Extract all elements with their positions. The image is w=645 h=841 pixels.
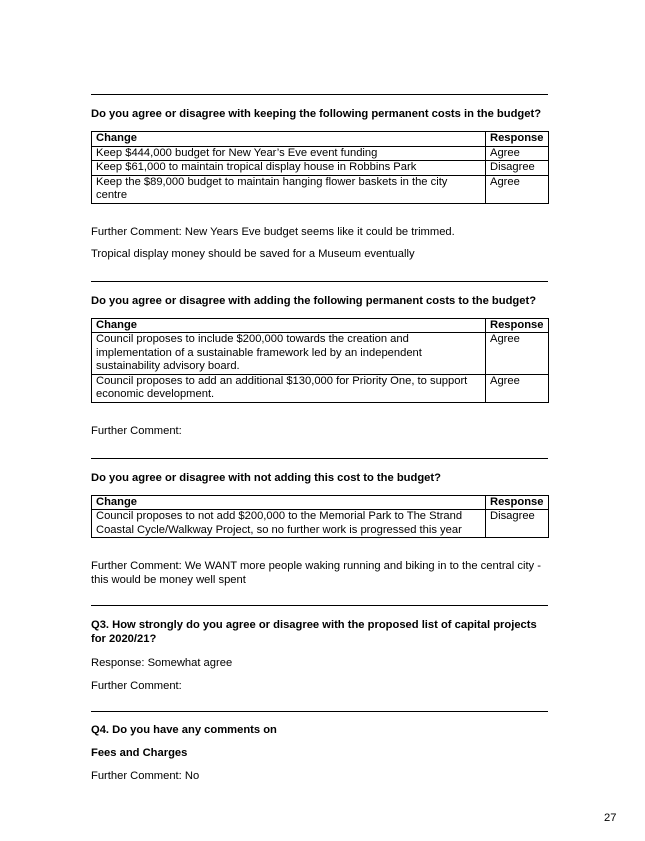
divider xyxy=(91,711,548,712)
document-body xyxy=(91,94,548,783)
header-change: Change xyxy=(92,495,486,510)
section-question: Do you agree or disagree with not adding this cost to the budget? xyxy=(91,471,441,484)
q4-subheading: Fees and Charges xyxy=(91,747,188,759)
divider xyxy=(91,458,548,459)
response-table xyxy=(91,495,549,539)
change-cell: Council proposes to not add $200,000 to the Memorial Park to The Strand Coastal Cycle/Walkway Project, so no further work is progressed this year xyxy=(92,510,486,538)
change-cell: Keep the $89,000 budget to maintain hanging flower baskets in the city centre xyxy=(92,175,486,203)
response-cell: Agree xyxy=(486,374,549,402)
response-cell: Agree xyxy=(486,175,549,203)
change-cell: Council proposes to include $200,000 towards the creation and implementation of a sustainable framework led by an independent sustainability advisory board. xyxy=(92,333,486,375)
response-cell: Agree xyxy=(486,333,549,375)
section-question: Do you agree or disagree with keeping the following permanent costs in the budget? xyxy=(91,108,542,120)
response-table xyxy=(91,318,549,403)
header-response: Response xyxy=(486,318,549,333)
header-change: Change xyxy=(92,132,486,147)
header-change: Change xyxy=(92,318,486,333)
q4-question: Q4. Do you have any comments on xyxy=(91,724,277,736)
table-header-row xyxy=(92,495,549,510)
response-cell: Disagree xyxy=(486,161,549,176)
further-comment: Further Comment: No xyxy=(91,770,200,782)
q3-response: Response: Somewhat agree xyxy=(91,657,233,669)
header-response: Response xyxy=(486,132,549,147)
table-row xyxy=(92,175,549,203)
response-table xyxy=(91,131,549,204)
q3-question: Q3. How strongly do you agree or disagree with the proposed list of capital projects for 2020/21? xyxy=(91,619,537,645)
further-comment: Further Comment: New Years Eve budget seems like it could be trimmed. xyxy=(91,225,455,238)
table-header-row xyxy=(92,318,549,333)
table-row xyxy=(92,333,549,375)
divider xyxy=(91,94,548,95)
table-row xyxy=(92,510,549,538)
further-comment: Further Comment: xyxy=(91,680,182,692)
response-cell: Disagree xyxy=(486,510,549,538)
further-comment: Tropical display money should be saved for a Museum eventually xyxy=(91,247,415,260)
change-cell: Keep $61,000 to maintain tropical display house in Robbins Park xyxy=(92,161,486,176)
further-comment: Further Comment: We WANT more people waking running and biking in to the central city - this would be money well spent xyxy=(91,560,541,586)
table-header-row xyxy=(92,132,549,147)
section-question: Do you agree or disagree with adding the following permanent costs to the budget? xyxy=(91,294,537,307)
further-comment: Further Comment: xyxy=(91,424,182,437)
response-cell: Agree xyxy=(486,146,549,161)
table-row xyxy=(92,374,549,402)
change-cell: Keep $444,000 budget for New Year’s Eve event funding xyxy=(92,146,486,161)
divider xyxy=(91,605,548,606)
table-row xyxy=(92,161,549,176)
header-response: Response xyxy=(486,495,549,510)
table-row xyxy=(92,146,549,161)
divider xyxy=(91,281,548,282)
change-cell: Council proposes to add an additional $130,000 for Priority One, to support economic development. xyxy=(92,374,486,402)
page-number: 27 xyxy=(604,812,617,824)
